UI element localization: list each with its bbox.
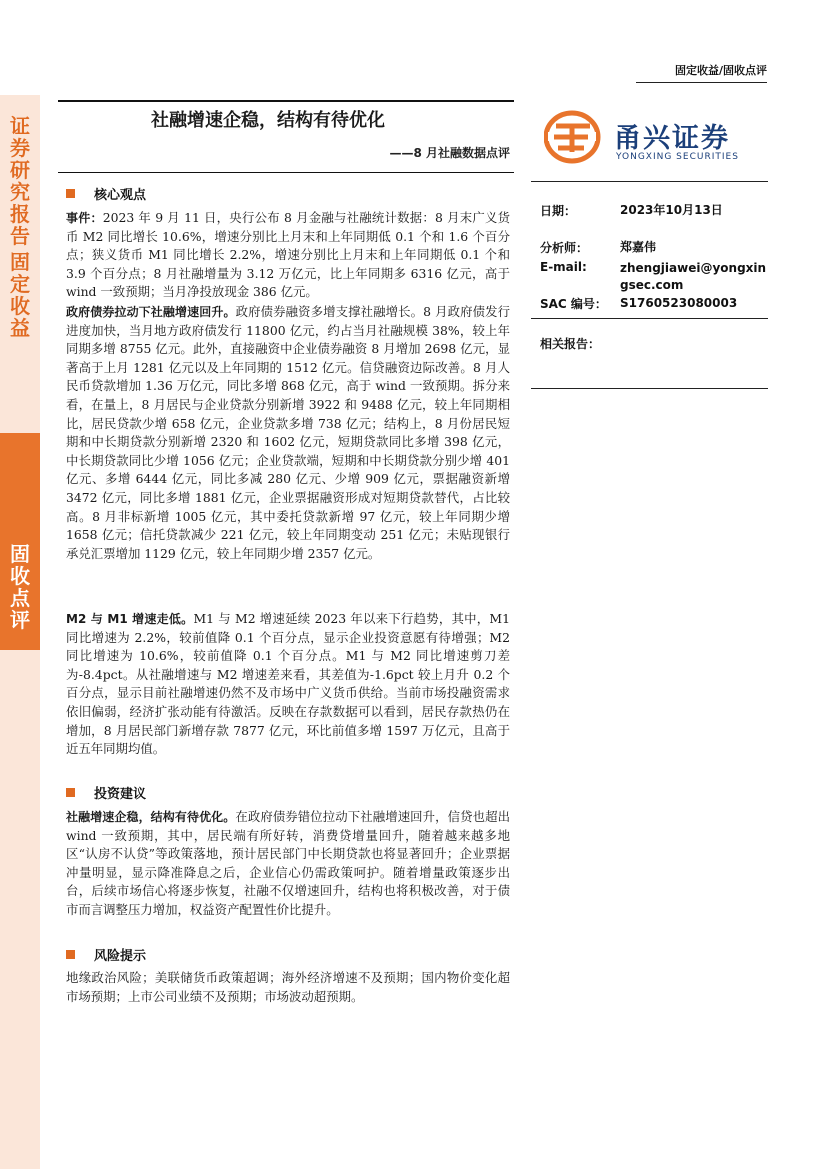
paragraph-m2-m1: M2 与 M1 增速走低。M1 与 M2 增速延续 2023 年以来下行趋势，其中，M1 同比增速为 2.2%，较前值降 0.1 个百分点，显示企业投资意愿有待增强；M2 同比增速为 10.6%，较前值降 0.1 个百分点。M1 与 M2 同比增速剪刀差为-8.4pct。从社融增速与 M2 增速差来看，其差值为-1.6pct 较上月升 0.2 个百分点，显示目前社融增速仍然不及市场中广义货币供给。当前市场投融资需求依旧偏弱，经济扩张动能有待激活。反映在存款数据可以看到，居民存款热仍在增加，8 月居民部门新增存款 7877 亿元，环比前值多增 1597 万亿元，且高于近五年同期均值。 — [66, 611, 511, 757]
analyst-label: 分析师： — [540, 241, 589, 255]
info-bottom-rule — [531, 388, 768, 389]
title-top-rule — [58, 100, 514, 102]
date-label: 日期： — [540, 204, 577, 218]
logo-mark-icon — [544, 110, 610, 164]
info-mid-rule — [531, 318, 768, 319]
page-title: 社融增速企稳，结构有待优化 — [151, 110, 385, 131]
sac-label: SAC 编号： — [540, 297, 607, 311]
date-value: 2023年10月13日 — [620, 203, 723, 217]
section-bullet-icon — [66, 189, 75, 198]
email-value[interactable]: zhengjiawei@yongxingsec.com — [620, 261, 767, 292]
email-label: E-mail: — [540, 260, 587, 274]
sidebar-report-type: 证 券 研 究 报 告 — [10, 114, 30, 248]
sidebar-highlight-block — [0, 433, 40, 650]
page-subtitle: ——8 月社融数据点评 — [389, 146, 510, 160]
section-bullet-icon — [66, 788, 75, 797]
related-reports-label: 相关报告： — [540, 337, 601, 351]
logo-chinese-name: 甬兴证券 — [614, 123, 730, 154]
paragraph-investment-advice: 社融增速企稳，结构有待优化。在政府债券错位拉动下社融增速回升，信贷也超出 wind 一致预期，其中，居民端有所好转，消费贷增量回升，随着越来越多地区“认房不认贷”等政策落地，预计居民部门中长期贷款也将显著回升；企业票据冲量明显，显示降准降息之后，企业信心仍需政策呵护。随着增量政策逐步出台，后续市场信心将逐步恢复，社融不仅增速回升，结构也将积极改善，对于债市而言调整压力增加，权益资产配置性价比提升。 — [66, 809, 510, 917]
paragraph-risk: 地缘政治风险；美联储货币政策超调；海外经济增速不及预期；国内物价变化超市场预期；上市公司业绩不及预期；市场波动超预期。 — [66, 970, 510, 1004]
report-category: 固定收益/固收点评 — [674, 64, 767, 77]
sidebar-category: 固 定 收 益 — [10, 250, 30, 340]
category-underline — [636, 82, 767, 83]
paragraph-event: 事件：2023 年 9 月 11 日，央行公布 8 月金融与社融统计数据：8 月末广义货币 M2 同比增长 10.6%，增速分别比上月末和上年同期低 0.1 个和 1.6 个百分点；狭义货币 M1 同比增长 2.2%，增速分别比上月末和上年同期低 0.1 个和 3.9 个百分点；8 月社融增量为 3.12 万亿元，比上年同期多 6316 亿元，高于 wind 一致预期；当月净投放现金 386 亿元。 — [66, 210, 510, 300]
sidebar-subcategory: 固 收 点 评 — [10, 542, 30, 632]
section-bullet-icon — [66, 950, 75, 959]
analyst-name: 郑嘉伟 — [620, 240, 657, 254]
title-bottom-rule — [58, 172, 514, 173]
left-sidebar — [0, 95, 40, 1169]
company-logo — [544, 110, 774, 170]
info-top-rule — [531, 181, 768, 182]
logo-english-name: YONGXING SECURITIES — [616, 152, 739, 162]
paragraph-social-financing: 政府债券拉动下社融增速回升。政府债券融资多增支撑社融增长。8 月政府债发行进度加快，当月地方政府债发行 11800 亿元，约占当月社融规模 38%，较上年同期多增 8755 亿元。此外，直接融资中企业债券融资 8 月增加 2698 亿元，显著高于上月 1281 亿元以及上年同期的 1512 亿元。信贷融资边际改善。8 月人民币贷款增加 1.36 万亿元，同比多增 868 亿元，高于 wind 一致预期。拆分来看，在量上，8 月居民与企业贷款分别新增 3922 和 9488 亿元，较上年同期相比，居民贷款少增 658 亿元，企业贷款多增 738 亿元；结构上，8 月份居民短期和中长期贷款分别新增 2320 和 1602 亿元，短期贷款同比多增 398 亿元，中长期贷款同比少增 1056 亿元；企业贷款端，短期和中长期贷款分别少增 401 亿元、多增 6444 亿元，同比多减 280 亿元、少增 909 亿元，票据融资新增 3472 亿元，同比多增 1881 亿元，企业票据融资形成对短期贷款替代，占比较高。8 月非标新增 1005 亿元，其中委托贷款新增 97 亿元，较上年同期少增 1658 亿元；信托贷款减少 221 亿元，较上年同期变动 251 亿元；未贴现银行承兑汇票增加 1129 亿元，较上年同期少增 2357 亿元。 — [66, 304, 510, 561]
sac-number: S1760523080003 — [620, 296, 738, 310]
